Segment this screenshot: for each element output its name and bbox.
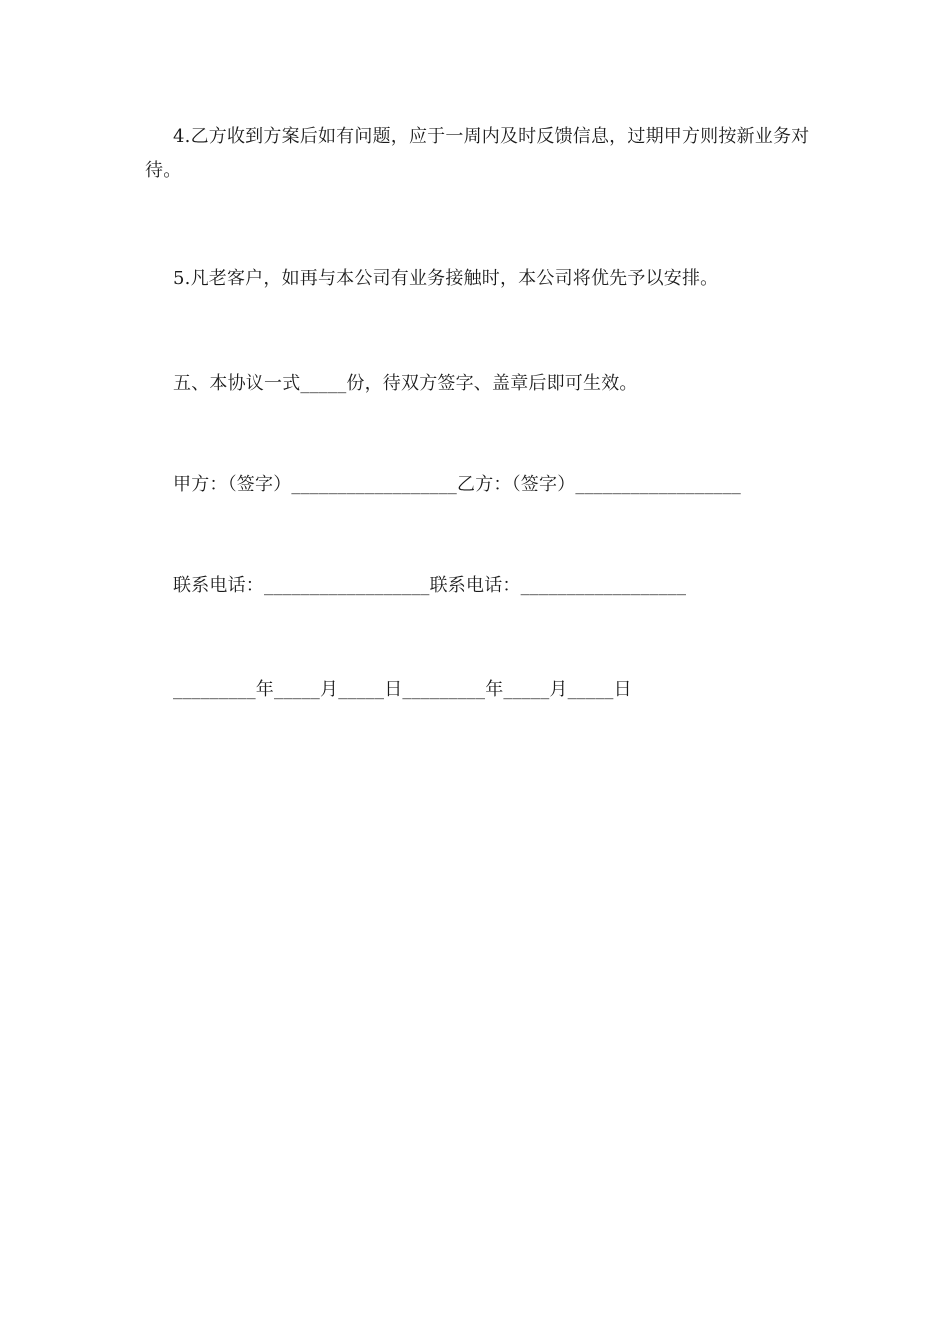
section-5-copies: 五、本协议一式_____份，待双方签字、盖章后即可生效。 (173, 373, 638, 394)
clause-4: 4.乙方收到方案后如有问题，应于一周内及时反馈信息，过期甲方则按新业务对待。 (145, 126, 810, 181)
signature-line: 甲方：（签字）__________________乙方：（签字）__________________ (173, 474, 741, 495)
clause-5: 5.凡老客户，如再与本公司有业务接触时，本公司将优先予以安排。 (173, 268, 719, 289)
phone-line: 联系电话：__________________联系电话：__________________ (173, 575, 687, 596)
date-line: _________年_____月_____日_________年_____月_____日 (173, 679, 632, 700)
